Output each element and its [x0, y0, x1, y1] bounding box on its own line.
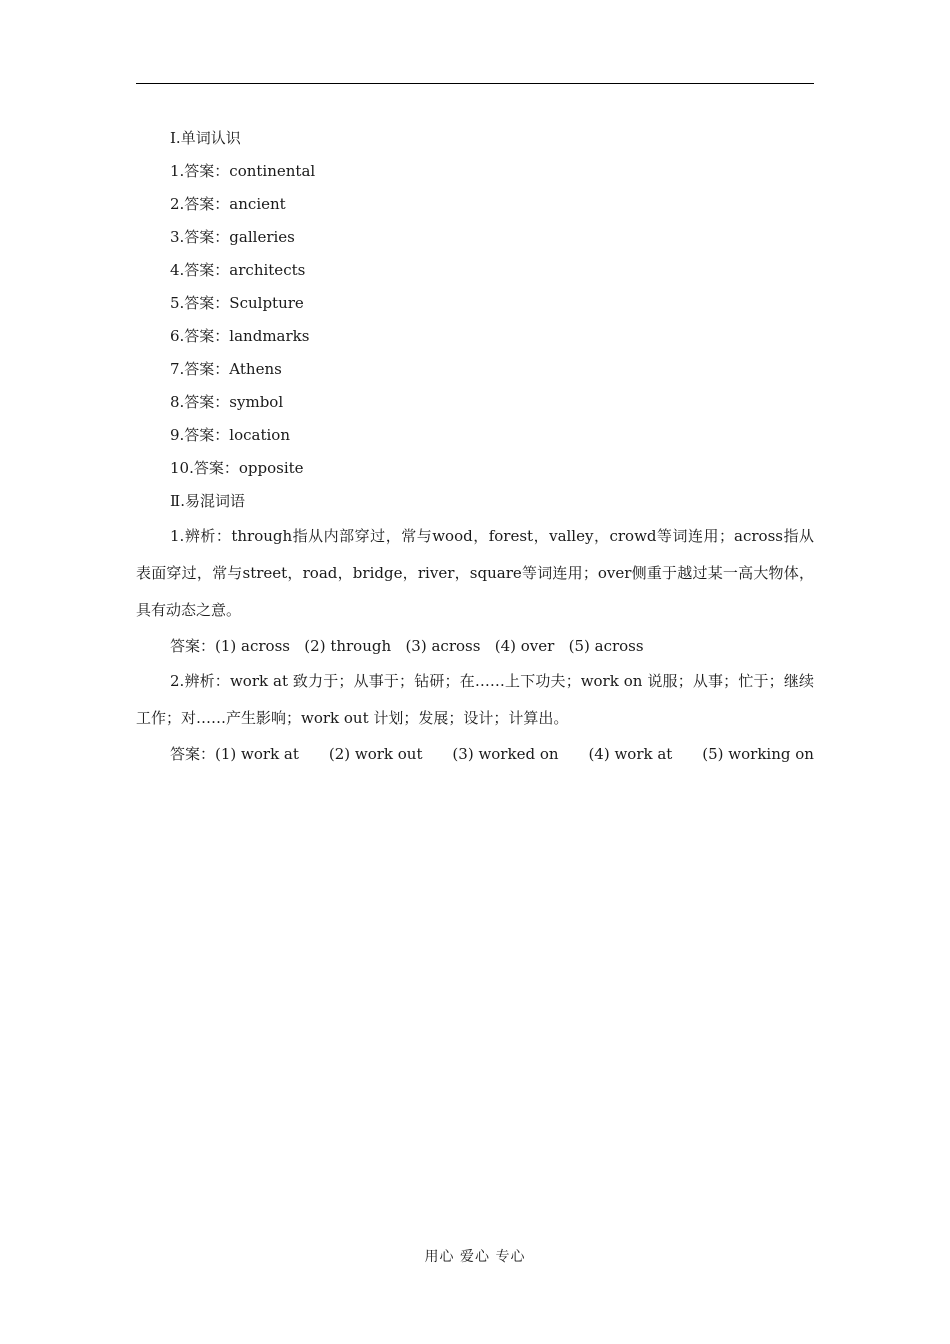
- q2-analysis: 2.辨析：work at 致力于；从事于；钻研；在……上下功夫；work on 说服；从事；忙于；继续工作；对……产生影响；work out 计划；发展；设计；计算出。: [136, 672, 814, 727]
- q2-answer-label: 答案：: [170, 745, 216, 763]
- section1-item-6: 6.答案：landmarks: [170, 327, 310, 345]
- section1-item-10: 10.答案：opposite: [170, 459, 304, 477]
- q1-answer-5: (5) across: [568, 637, 644, 655]
- q2-answer-1: (1) work at: [215, 745, 299, 763]
- section1-item-2: 2.答案：ancient: [170, 195, 286, 213]
- q1-answer-1: (1) across: [215, 637, 290, 655]
- section1-item-7: 7.答案：Athens: [170, 360, 282, 378]
- q2-answer-2: (2) work out: [328, 745, 423, 763]
- q1-answer-4: (4) over: [494, 637, 555, 655]
- section1-item-4: 4.答案：architects: [170, 261, 306, 279]
- q1-analysis: 1.辨析：through指从内部穿过，常与wood，forest，valley，crowd等词连用；across指从表面穿过，常与street，road，bridge，river，square等词连用；over侧重于越过某一高大物体，具有动态之意。: [136, 527, 814, 619]
- q2-answer-label-1: [170, 737, 299, 771]
- section1-item-5: 5.答案：Sculpture: [170, 294, 304, 312]
- document-body: [136, 122, 814, 771]
- page-footer: 用心 爱心 专心: [424, 1249, 526, 1265]
- q1-answer-3: (3) across: [405, 637, 481, 655]
- section1-item-3: 3.答案：galleries: [170, 228, 295, 246]
- section1-item-9: 9.答案：location: [170, 426, 291, 444]
- q1-answer-row: [136, 629, 814, 663]
- header-rule: [136, 83, 814, 84]
- section1-item-8: 8.答案：symbol: [170, 393, 284, 411]
- section1-item-1: 1.答案：continental: [170, 162, 316, 180]
- section2-heading: Ⅱ.易混词语: [170, 492, 245, 510]
- q1-answer-2: (2) through: [304, 637, 392, 655]
- q1-answer-label: 答案：: [170, 637, 216, 655]
- q2-answer-3: (3) worked on: [452, 745, 559, 763]
- q2-answer-4: (4) work at: [588, 745, 673, 763]
- q2-answer-5: (5) working on: [702, 745, 814, 763]
- section1-heading: Ⅰ.单词认识: [170, 129, 241, 147]
- q2-answer-row: [136, 737, 814, 771]
